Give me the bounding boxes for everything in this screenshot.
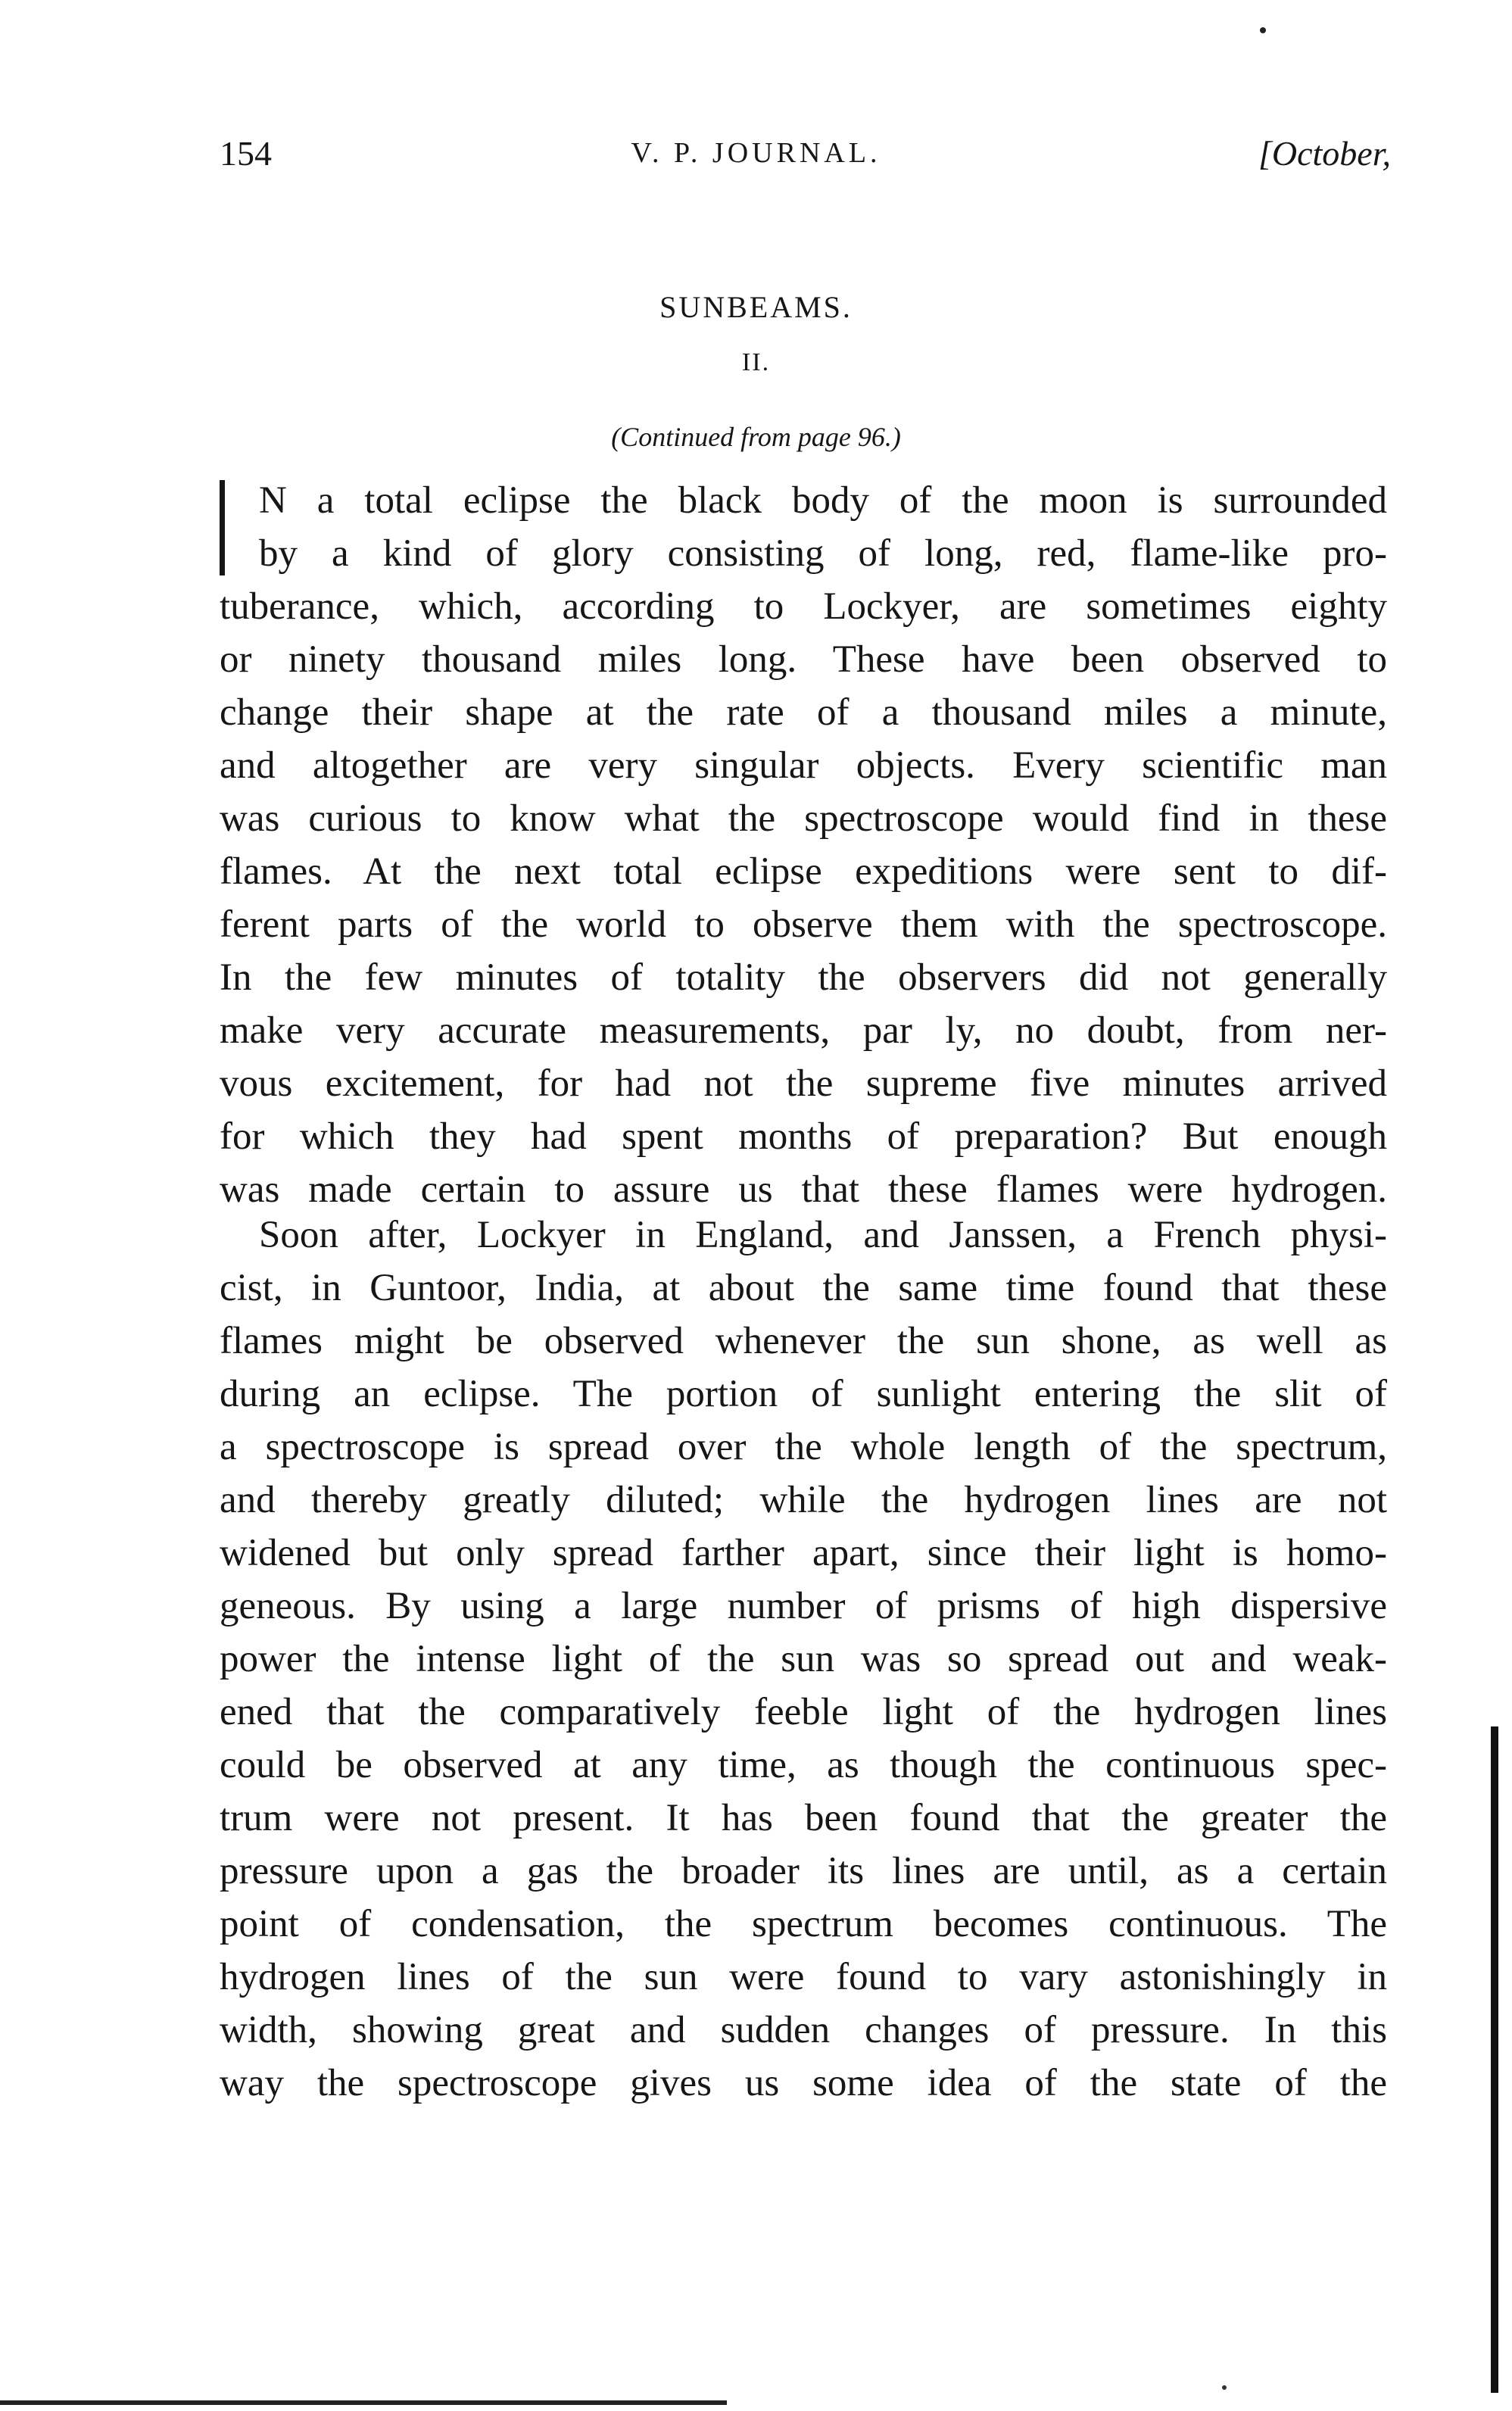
text-line: by a kind of glory consisting of long, red, flame-like pro- [259, 532, 1387, 575]
text-line: point of condensation, the spectrum becomes continuous. The [220, 1903, 1387, 1945]
text-line: way the spectroscope gives us some idea of the state of the [220, 2062, 1387, 2104]
paragraph-1 [220, 474, 1387, 1216]
text-line: N a total eclipse the black body of the moon is surrounded [259, 479, 1387, 522]
scan-edge-shadow [1491, 1726, 1498, 2393]
text-line: trum were not present. It has been found that the greater the [220, 1797, 1387, 1839]
text-line: could be observed at any time, as though the continuous spec- [220, 1744, 1387, 1786]
text-line: ened that the comparatively feeble light of the hydrogen lines [220, 1691, 1387, 1733]
continued-note-text: (Continued from page 96.) [611, 422, 901, 452]
text-line: and thereby greatly diluted; while the hydrogen lines are not [220, 1479, 1387, 1521]
text-line: for which they had spent months of preparation? But enough [220, 1115, 1387, 1158]
ink-speck [1260, 27, 1266, 33]
text-line: was curious to know what the spectroscope would find in these [220, 797, 1387, 840]
text-line: was made certain to assure us that these flames were hydrogen. [220, 1168, 1387, 1211]
text-line: a spectroscope is spread over the whole length of the spectrum, [220, 1426, 1387, 1468]
text-line: during an eclipse. The portion of sunlight entering the slit of [220, 1373, 1387, 1415]
text-line: width, showing great and sudden changes of pressure. In this [220, 2009, 1387, 2051]
text-line: vous excitement, for had not the supreme five minutes arrived [220, 1062, 1387, 1105]
text-line: make very accurate measurements, par ly, no doubt, from ner- [220, 1009, 1387, 1052]
text-line: ferent parts of the world to observe them with the spectroscope. [220, 903, 1387, 946]
ink-speck [1222, 2385, 1227, 2390]
text-line: flames might be observed whenever the sun shone, as well as [220, 1320, 1387, 1362]
text-line: tuberance, which, according to Lockyer, are sometimes eighty [220, 585, 1387, 628]
text-line: and altogether are very singular objects. Every scientific man [220, 744, 1387, 787]
running-head [0, 133, 1512, 179]
scan-bottom-rule [0, 2400, 727, 2405]
paragraph-2 [220, 1209, 1387, 2110]
journal-title: V. P. JOURNAL. [631, 137, 881, 169]
text-line: widened but only spread farther apart, since their light is homo- [220, 1532, 1387, 1574]
running-head-month: [October, [1258, 134, 1391, 173]
text-line: In the few minutes of totality the observers did not generally [220, 956, 1387, 999]
continued-note [0, 421, 1512, 453]
text-line: or ninety thousand miles long. These have been observed to [220, 638, 1387, 681]
article-title: SUNBEAMS. [659, 290, 853, 324]
text-line: power the intense light of the sun was so spread out and weak- [220, 1638, 1387, 1680]
text-line: hydrogen lines of the sun were found to vary astonishingly in [220, 1956, 1387, 1998]
text-line: geneous. By using a large number of prisms of high dispersive [220, 1585, 1387, 1627]
text-line: change their shape at the rate of a thousand miles a minute, [220, 691, 1387, 734]
text-line: pressure upon a gas the broader its lines are until, as a certain [220, 1850, 1387, 1892]
page-number: 154 [220, 134, 272, 173]
article-part-number: II. [741, 348, 771, 376]
text-line: cist, in Guntoor, India, at about the same time found that these [220, 1267, 1387, 1309]
text-line: Soon after, Lockyer in England, and Janssen, a French physi- [259, 1214, 1387, 1256]
text-line: flames. At the next total eclipse expeditions were sent to dif- [220, 850, 1387, 893]
